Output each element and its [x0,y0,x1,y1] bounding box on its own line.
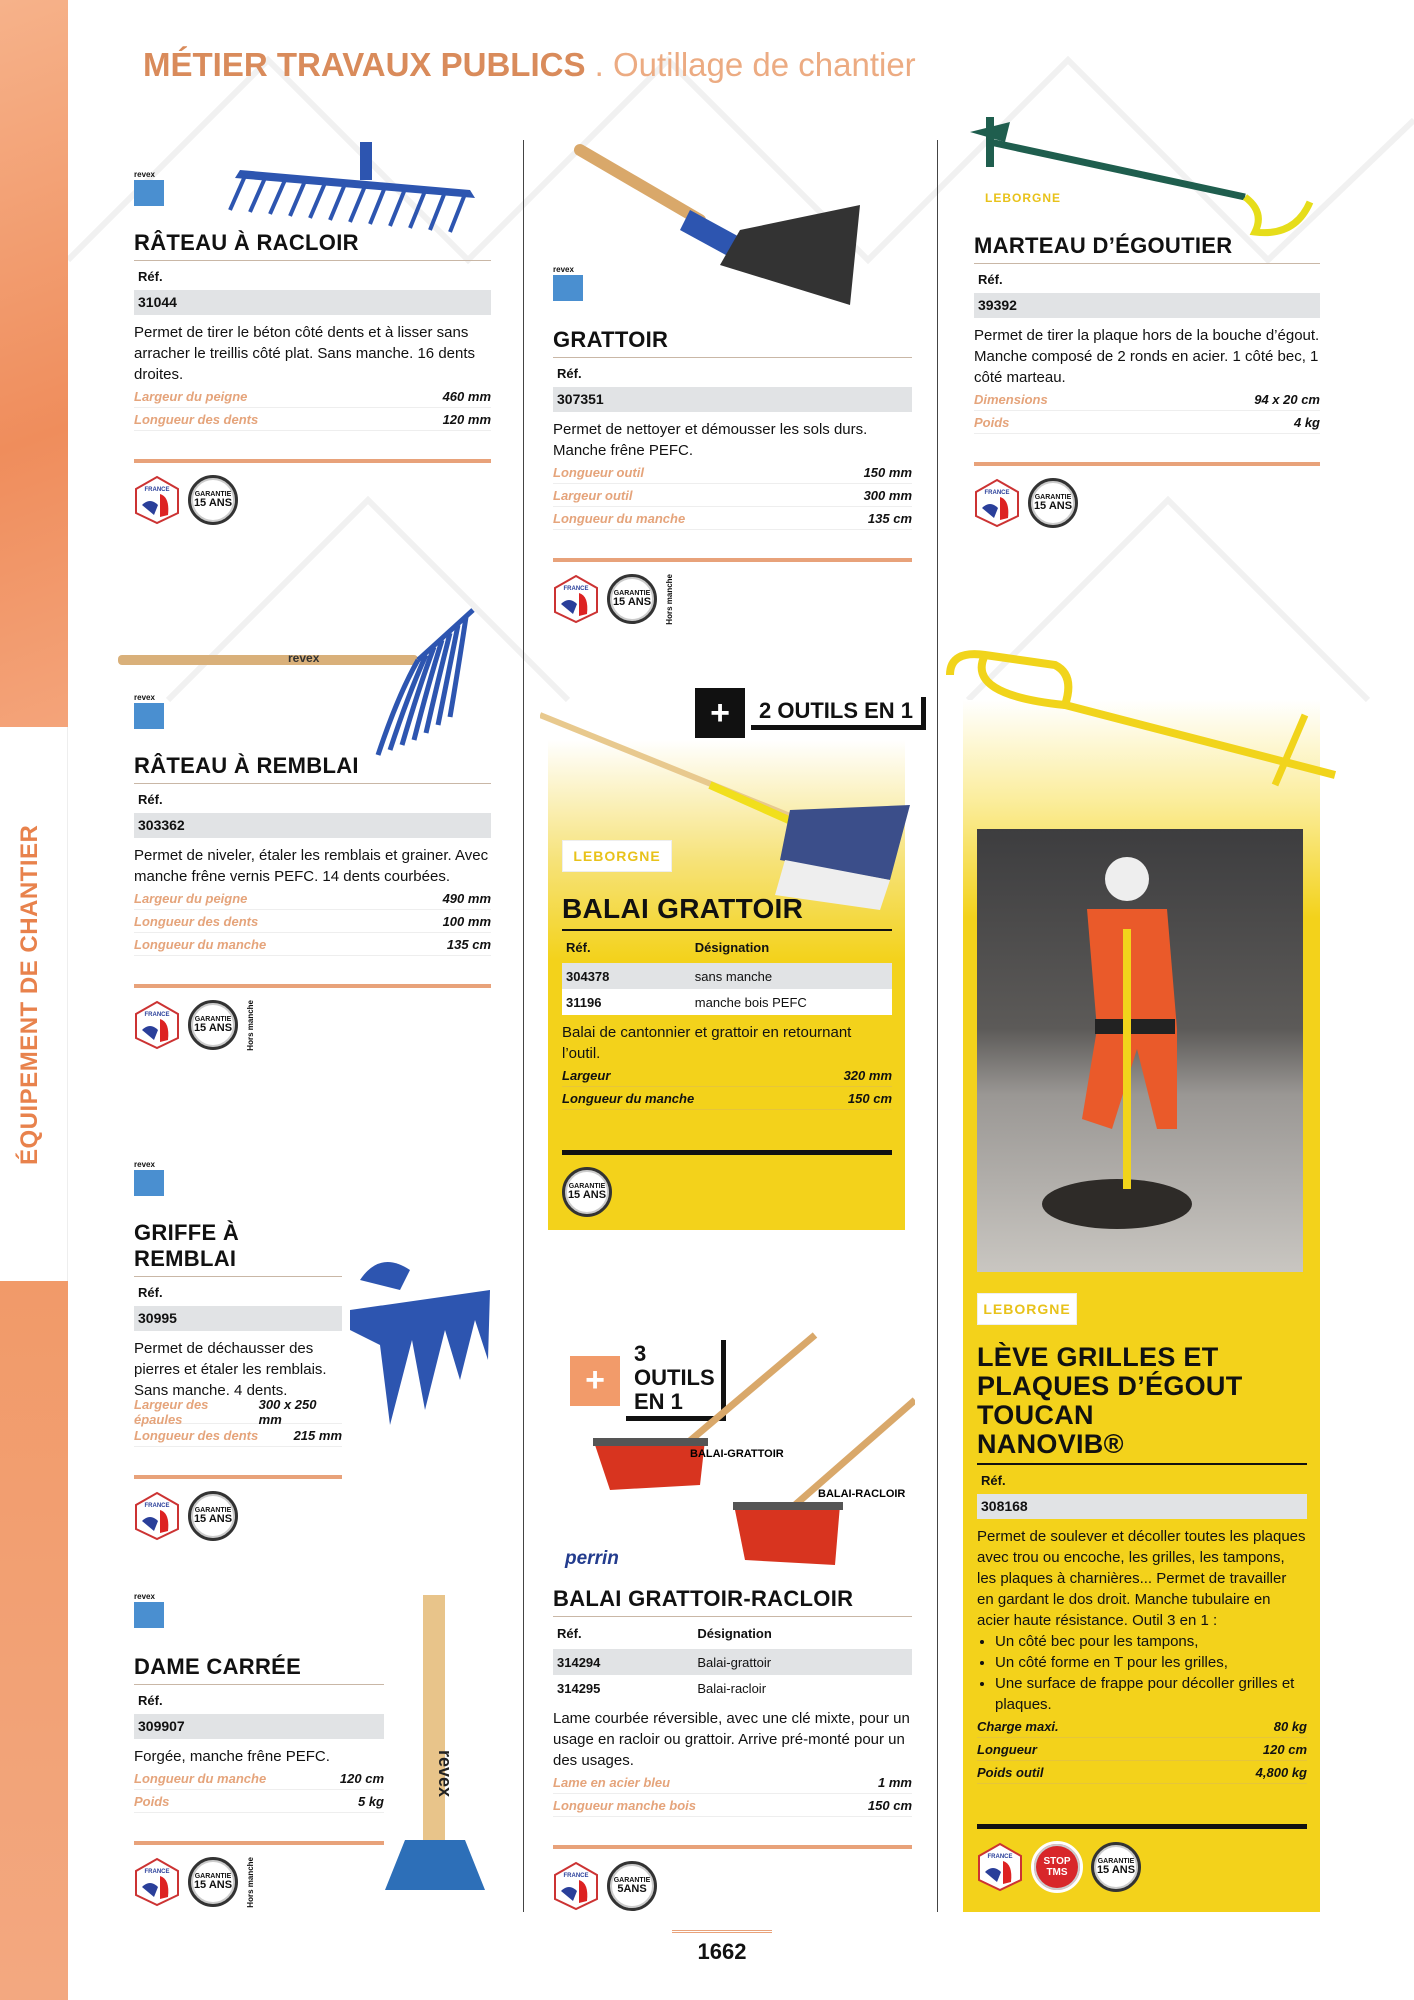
product-description: Forgée, manche frêne PEFC. [134,1748,330,1765]
brand-text: revex [134,1592,155,1601]
origine-france-icon [974,478,1020,528]
table-row [562,963,892,989]
garantie-years: 15 ANS [1096,1864,1136,1876]
spec-value: 150 mm [863,464,912,480]
garantie-badge [562,1167,612,1217]
spec-label: Longueur des dents [134,1427,259,1443]
garantie-badge [607,1861,657,1911]
spec-row [134,887,491,910]
header-sep: . [585,46,613,83]
spec-label: Longueur outil [553,464,644,480]
ref-value: 308168 [977,1494,1307,1519]
product-title: DAME CARRÉE [134,1654,384,1685]
spec-label: Poids [134,1793,170,1809]
spec-row [553,1794,912,1817]
product-griffe [134,1220,342,1541]
spec-row [977,1761,1307,1784]
garantie-text: GARANTIE [194,1016,232,1024]
spec-label: Poids outil [977,1764,1044,1780]
badges [553,1861,912,1911]
table-header [553,1617,912,1649]
spec-value: 300 mm [863,487,912,503]
spec-row [977,1738,1307,1761]
product-rateau-racloir [134,230,491,525]
ref-label: Réf. [557,366,582,381]
ref-value: 39392 [974,293,1320,318]
garantie-years: 5ANS [617,1883,647,1895]
garantie-years: 15 ANS [193,1879,233,1892]
origine-france-icon [553,574,599,624]
origine-france-icon [977,1842,1023,1892]
toucan-tool-image [945,645,1345,795]
spec-row [562,1087,892,1110]
ref-value: 303362 [134,813,491,838]
garantie-years: 15 ANS [612,596,652,609]
spec-row [134,385,491,408]
france-text: FRANCE [987,1854,1013,1860]
ref-value: 30995 [134,1306,342,1331]
separator-bar [553,1845,912,1849]
product-description: Permet de déchausser des pierres et étaler les remblais. Sans manche. 4 dents. [134,1340,327,1399]
spec-value: 150 cm [847,1090,892,1106]
spec-row [134,408,491,431]
spec-row [134,1767,384,1790]
france-text: FRANCE [563,1873,589,1879]
badges [977,1841,1307,1893]
separator-bar [134,984,491,988]
handle-brand: revex [435,1750,455,1798]
spec-row [134,910,491,933]
callout-text: 3 OUTILS EN 1 [626,1340,726,1421]
feature-list [995,1631,1307,1715]
ref-label: Réf. [138,269,163,284]
origine-france-icon [134,1491,180,1541]
grattoir-image [570,140,870,310]
worker-photo [977,829,1303,1272]
brand-text: revex [134,170,155,179]
stop-tms-text: STOP TMS [1043,1856,1071,1878]
callout-text: 2 OUTILS EN 1 [751,697,926,730]
garantie-text: GARANTIE [613,590,651,598]
ref-table [562,931,892,1015]
ref-value: 31044 [134,290,491,315]
garantie-years: 15 ANS [1033,500,1073,512]
product-marteau [974,233,1320,528]
garantie-years: 15 ANS [193,497,233,509]
france-text: FRANCE [144,1503,170,1509]
cell-ref: 314295 [557,1680,601,1696]
column-divider [937,140,938,1912]
cell-designation: manche bois PEFC [694,994,807,1010]
spec-value: 120 mm [442,411,491,427]
ref-label: Réf. [978,272,1003,287]
spec-row [553,484,912,507]
product-title: BALAI GRATTOIR [562,893,892,931]
cell-designation: sans manche [694,968,773,984]
plus-icon: + [570,1356,620,1406]
image-label-balai-grattoir: BALAI-GRATTOIR [690,1448,784,1460]
handle-brand: revex [288,651,320,665]
spec-row [134,933,491,956]
badges [974,478,1320,528]
rake-remblai-image [118,605,488,765]
spec-row [562,1064,892,1087]
hors-manche-note: Hors manche [665,574,674,625]
spec-value: 120 cm [1262,1741,1307,1757]
brand-leborgne-text: LEBORGNE [985,191,1062,205]
brand-logo-revex [553,265,585,301]
balai-grattoir-image [540,710,920,910]
spec-value: 94 x 20 cm [1254,391,1320,407]
garantie-text: GARANTIE [194,1507,232,1514]
cell-ref: 314294 [557,1654,601,1670]
product-title: RÂTEAU À RACLOIR [134,230,491,261]
spec-value: 320 mm [843,1067,892,1083]
spec-row [974,411,1320,434]
garantie-text: GARANTIE [613,1877,651,1884]
ref-label: Réf. [138,1693,163,1708]
brand-square [134,180,164,206]
dame-image [375,1590,495,1910]
table-row [553,1649,912,1675]
spec-row [553,507,912,530]
garantie-badge [188,1491,238,1541]
brand-square [134,703,164,729]
origine-france-icon [134,1857,180,1907]
garantie-years: 15 ANS [567,1189,607,1201]
spec-label: Longueur [977,1741,1037,1757]
spec-row [977,1715,1307,1738]
separator-bar [562,1150,892,1155]
france-text: FRANCE [144,1869,170,1876]
page-number: 1662 [672,1930,772,1965]
france-text: FRANCE [563,586,589,593]
garantie-badge [607,574,657,624]
badges [134,1857,384,1908]
stop-tms-badge [1031,1841,1083,1893]
brand-logo-revex [134,170,166,206]
header-sub: Outillage de chantier [612,46,916,83]
spec-label: Longueur du manche [553,510,686,526]
product-description: Permet de niveler, étaler les remblais et grainer. Avec manche frêne vernis PEFC. 14 dents courbées. [134,847,489,885]
spec-value: 150 cm [867,1797,912,1813]
ref-label: Réf. [138,1285,163,1300]
header-main: MÉTIER TRAVAUX PUBLICS [143,46,586,83]
product-title: LÈVE GRILLES ET PLAQUES D’ÉGOUT TOUCAN NANOVIB® [977,1343,1307,1465]
product-title: RÂTEAU À REMBLAI [134,753,491,784]
garantie-years: 15 ANS [193,1022,233,1035]
brand-logo-revex [134,693,166,729]
section-label: ÉQUIPEMENT DE CHANTIER [16,824,43,1165]
spec-label: Longueur des dents [134,913,259,929]
garantie-badge [1091,1842,1141,1892]
garantie-text: GARANTIE [1097,1858,1135,1865]
spec-value: 5 kg [357,1793,384,1809]
marteau-image [965,112,1325,252]
separator-bar [134,1841,384,1845]
ref-table [553,1617,912,1701]
ref-value: 307351 [553,387,912,412]
spec-value: 135 cm [867,510,912,526]
spec-value: 1 mm [878,1774,912,1790]
ref-value: 309907 [134,1714,384,1739]
badges [553,574,912,625]
spec-value: 120 cm [339,1770,384,1786]
product-grattoir [553,327,912,625]
spec-value: 135 cm [446,936,491,952]
table-row [553,1675,912,1701]
balai-grattoir-racloir-image [585,1330,915,1570]
page-header [143,46,916,84]
spec-label: Longueur manche bois [553,1797,697,1813]
garantie-text: GARANTIE [1034,494,1072,501]
brand-text: revex [134,693,155,702]
badges [134,1000,491,1051]
product-balai-grattoir [562,893,892,1217]
garantie-text: GARANTIE [194,1873,232,1881]
garantie-text: GARANTIE [194,491,232,498]
spec-row [134,1790,384,1813]
spec-label: Longueur du manche [134,936,267,952]
spec-value: 4 kg [1293,414,1320,430]
col-designation: Désignation [694,939,770,955]
col-ref: Réf. [566,939,591,955]
table-row [562,989,892,1015]
product-title: MARTEAU D’ÉGOUTIER [974,233,1320,264]
garantie-badge [188,1000,238,1050]
spec-label: Longueur du manche [562,1090,695,1106]
brand-square [134,1602,164,1628]
garantie-text: GARANTIE [568,1183,606,1190]
brand-square [553,275,583,301]
product-dame-carree [134,1654,384,1908]
spec-value: 100 mm [442,913,491,929]
brand-logo-leborgne: LEBORGNE [562,840,672,872]
product-description: Permet de tirer la plaque hors de la bouche d’égout. Manche composé de 2 ronds en acier. 1 côté bec, 1 côté marteau. [974,327,1320,386]
origine-france-icon [134,475,180,525]
separator-bar [134,1475,342,1479]
product-title: GRATTOIR [553,327,912,358]
ref-label: Réf. [981,1473,1006,1488]
product-description: Permet de soulever et décoller toutes les plaques avec trou ou encoche, les grilles, les tampons, les plaques à charnières... Permet de travailler en gardant le dos droit. Manche tubulaire en acier haute résistance. Outil 3 en 1 : [977,1528,1306,1629]
spec-row [134,1397,342,1427]
spec-value: 460 mm [442,388,491,404]
brand-logo-revex [134,1592,166,1628]
spec-value: 490 mm [442,890,491,906]
cell-ref: 31196 [566,994,602,1010]
separator-bar [134,459,491,463]
product-description: Lame courbée réversible, avec une clé mixte, pour un usage en racloir ou grattoir. Arrive pré-monté pour un des usages. [553,1710,910,1769]
spec-label: Lame en acier bleu [553,1774,671,1790]
spec-label: Largeur des épaules [134,1397,209,1427]
spec-label: Charge maxi. [977,1718,1059,1734]
table-header [562,931,892,963]
cell-ref: 304378 [566,968,610,984]
brand-logo-leborgne: LEBORGNE [977,1293,1077,1325]
spec-row [974,388,1320,411]
badges [134,1491,342,1541]
spec-value: 300 x 250 mm [258,1397,317,1427]
garantie-badge [188,1857,238,1907]
spec-value: 80 kg [1273,1718,1307,1734]
worker-illustration [977,829,1303,1272]
badges [134,475,491,525]
image-label-balai-racloir: BALAI-RACLOIR [818,1488,906,1500]
brand-text: revex [553,265,574,274]
feature-item: • Un côté forme en T pour les grilles, [995,1652,1307,1673]
product-rateau-remblai [134,753,491,1051]
cell-designation: Balai-racloir [697,1680,767,1696]
product-description: Permet de tirer le béton côté dents et à lisser sans arracher le treillis côté plat. Sans manche. 16 dents droites. [134,324,476,383]
cell-designation: Balai-grattoir [697,1654,772,1670]
spec-label: Longueur du manche [134,1770,267,1786]
brand-logo-revex [134,1160,166,1196]
product-title: GRIFFE À REMBLAI [134,1220,342,1277]
spec-row [134,1424,342,1447]
product-description: Permet de nettoyer et démousser les sols durs. Manche frêne PEFC. [553,421,868,459]
spec-row [553,1771,912,1794]
product-balai-grattoir-racloir [553,1586,912,1911]
col-designation: Désignation [697,1625,772,1641]
feature-item: • Une surface de frappe pour décoller grilles et plaques. [995,1673,1307,1715]
separator-bar [553,558,912,562]
griffe-image [340,1250,495,1430]
origine-france-icon [553,1861,599,1911]
brand-text: revex [134,1160,155,1169]
product-description: Balai de cantonnier et grattoir en retournant l’outil. [562,1024,852,1062]
spec-label: Largeur du peigne [134,890,248,906]
spec-label: Largeur du peigne [134,388,248,404]
column-divider [523,140,524,1912]
spec-label: Dimensions [974,391,1048,407]
separator-bar [977,1824,1307,1829]
france-text: FRANCE [144,487,170,493]
garantie-badge [1028,478,1078,528]
origine-france-icon [134,1000,180,1050]
sidebar-pattern-bottom [0,1281,68,2000]
separator-bar [974,462,1320,466]
garantie-badge [188,475,238,525]
sidebar-pattern-top [0,0,68,727]
spec-label: Poids [974,414,1010,430]
spec-label: Largeur [562,1067,611,1083]
spec-label: Largeur outil [553,487,633,503]
spec-value: 4,800 kg [1255,1764,1307,1780]
ref-label: Réf. [138,792,163,807]
badges [562,1167,892,1217]
france-text: FRANCE [144,1012,170,1019]
france-text: FRANCE [984,490,1010,496]
brand-square [134,1170,164,1196]
plus-icon: + [695,688,745,738]
spec-row [553,461,912,484]
product-title: BALAI GRATTOIR-RACLOIR [553,1586,912,1617]
brand-logo-perrin: perrin [565,1548,619,1569]
spec-value: 215 mm [293,1427,342,1443]
col-ref: Réf. [557,1625,582,1641]
hors-manche-note: Hors manche [246,1857,255,1908]
spec-label: Longueur des dents [134,411,259,427]
garantie-years: 15 ANS [193,1513,233,1525]
product-leve-grilles [977,1343,1307,1893]
hors-manche-note: Hors manche [246,1000,255,1051]
feature-item: • Un côté bec pour les tampons, [995,1631,1307,1652]
